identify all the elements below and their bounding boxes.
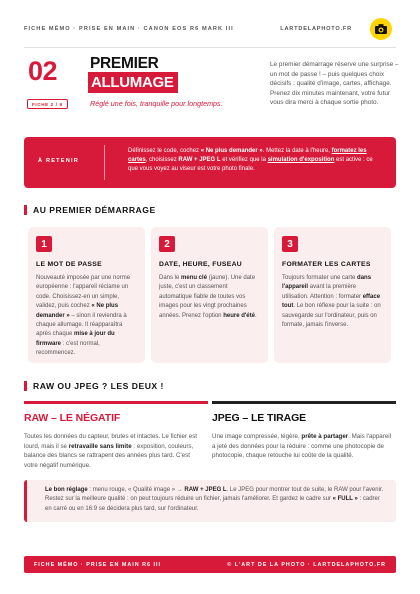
header-divider [24, 47, 396, 48]
callout-divider [104, 145, 105, 180]
raw-column-rule [24, 401, 208, 404]
camera-logo-icon [373, 21, 389, 37]
chapter-number: 02 [28, 56, 58, 86]
step-card-password [28, 227, 145, 363]
step-text: Toujours formater une carte dans l'appareil avant la première utilisation. Attention : formater efface tout. Le bon réflexe pour la suite : on sauvegarde sur l'ordinateur, puis on formate, jamais l'inverse. [282, 275, 381, 329]
section-heading-first-startup: AU PREMIER DÉMARRAGE [24, 205, 156, 215]
footer-left-text: FICHE MÉMO · PRISE EN MAIN R6 III [34, 561, 162, 568]
step-card-date-time [151, 227, 268, 363]
page-title-line-2: ALLUMAGE [88, 72, 178, 93]
page-footer [24, 556, 396, 573]
step-title: FORMATER LES CARTES [282, 261, 371, 268]
step-text: Dans le menu clé (jaune). Une date juste, c'est un classement automatique fiable de toutes vos images pour les vingt prochaines années. Prenez l'option heure d'été. [159, 275, 257, 319]
page-title-line-1: PREMIER [90, 55, 159, 72]
raw-heading: RAW – LE NÉGATIF [24, 412, 121, 424]
breadcrumb: FICHE MÉMO · PRISE EN MAIN · CANON EOS R6 MARK III [24, 26, 234, 32]
sheet-chip: FICHE 2 / 9 [27, 99, 68, 109]
jpeg-description: Une image compressée, légère, prête à partager. Mais l'appareil a jeté des données pour la réduire : comme une photocopie de photocopie, chaque retouche lui coûte de la qualité. [212, 433, 391, 460]
step-title: LE MOT DE PASSE [36, 261, 102, 268]
site-url[interactable]: LARTDELAPHOTO.FR [280, 26, 352, 32]
raw-description: Toutes les données du capteur, brutes et intactes. Le fichier est lourd, mais il se retravaille sans limite : exposition, couleurs, balance des blancs se rattrapent des années plus tard. C'est votre négatif numérique. [24, 433, 198, 469]
section-heading-raw-or-jpeg: RAW OU JPEG ? LES DEUX ! [24, 381, 164, 391]
step-number-badge: 3 [282, 236, 298, 252]
step-number-badge: 1 [36, 236, 52, 252]
step-number-badge: 2 [159, 236, 175, 252]
jpeg-column-rule [212, 401, 396, 404]
jpeg-heading: JPEG – LE TIRAGE [212, 412, 307, 424]
footer-right-text[interactable]: © L'ART DE LA PHOTO · LARTDELAPHOTO.FR [227, 561, 386, 568]
section-marker [24, 205, 27, 215]
step-card-format-cards [274, 227, 391, 363]
callout-label: À RETENIR [38, 158, 79, 164]
brand-logo[interactable] [370, 18, 392, 40]
key-takeaway-callout [24, 137, 396, 188]
step-title: DATE, HEURE, FUSEAU [159, 261, 242, 268]
callout-text: Définissez le code, cochez « Ne plus demander ». Mettez la date à l'heure, formatez les cartes, choisissez RAW + JPEG L et vérifiez que la simulation d'exposition est active : ce que vous voyez au viseur est votre photo finale. [128, 148, 373, 173]
section-marker [24, 381, 27, 391]
recommended-setting-note: Le bon réglage : menu rouge, « Qualité image » → RAW + JPEG L. Le JPEG pour montrer tout de suite, le RAW pour l'avenir. Restez sur la meilleure qualité : on peut toujours réduire un fichier, jamais l'améliorer. Et gardez le cadre sur « FULL » : cadrer en carré ou en 16:9 se décidera plus tard, sur l'ordinateur. [24, 480, 396, 522]
top-bar [24, 17, 396, 47]
intro-paragraph: Le premier démarrage réserve une surprise – un mot de passe ! – puis quelques choix décisifs : qualité d'image, cartes, affichage. Prenez dix minutes maintenant, votre futur vous dira merci à chaque sortie photo. [270, 61, 399, 107]
page-subtitle: Réglé une fois, tranquille pour longtemps. [90, 99, 223, 108]
step-text: Nouveauté imposée par une norme européenne : l'appareil réclame un code. Choisissez-en un simple, validez, puis cochez « Ne plus demander » – sinon il reviendra à chaque allumage. Il réapparaîtra après chaque mise à jour du firmware : c'est normal, recommencez. [36, 275, 131, 357]
